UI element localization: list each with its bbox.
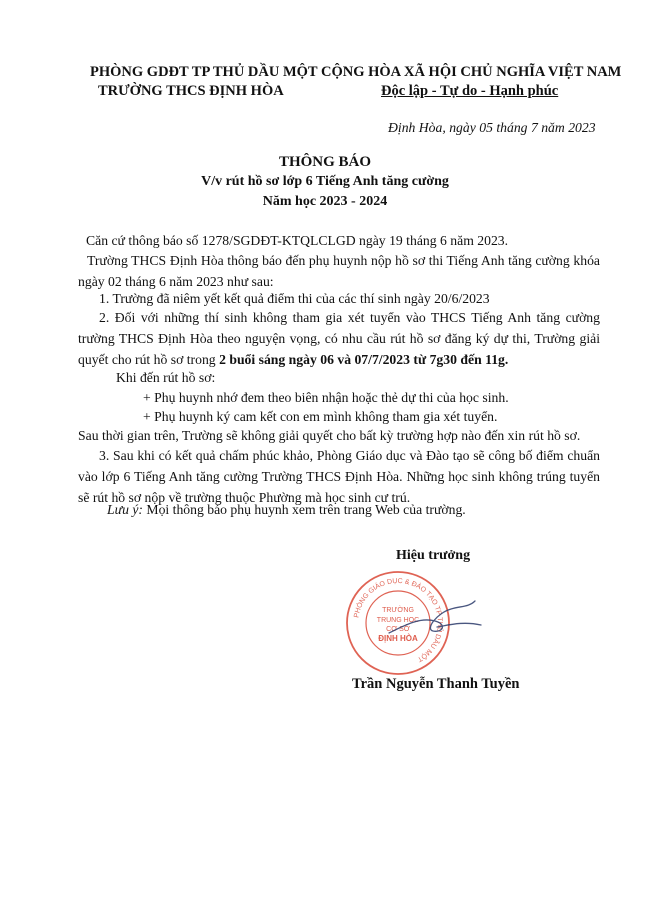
- national-title: CỘNG HÒA XÃ HỘI CHỦ NGHĨA VIỆT NAM: [321, 64, 622, 80]
- handwritten-signature: [385, 595, 485, 645]
- paragraph-reference: Căn cứ thông báo số 1278/SGDĐT-KTQLCLGD ngày 19 tháng 6 năm 2023.: [86, 233, 509, 248]
- notice-subject: V/v rút hồ sơ lớp 6 Tiếng Anh tăng cường: [201, 174, 449, 189]
- note-label: Lưu ý:: [107, 502, 143, 517]
- when-label: Khi đến rút hồ sơ:: [116, 370, 216, 385]
- notice-title: THÔNG BÁO: [278, 154, 372, 170]
- date-line: Định Hòa, ngày 05 tháng 7 năm 2023: [388, 120, 596, 135]
- stamp-line-4: ĐỊNH HÒA: [378, 634, 418, 643]
- list-item-2-deadline: 2 buổi sáng ngày 06 và 07/7/2023 từ 7g30 đến 11g.: [219, 352, 509, 367]
- bullet-2: + Phụ huynh ký cam kết con em mình không tham gia xét tuyển.: [143, 409, 498, 424]
- school-name: TRƯỜNG THCS ĐỊNH HÒA: [98, 83, 284, 99]
- note-text: Mọi thông báo phụ huynh xem trên trang Web của trường.: [142, 502, 466, 517]
- note-line: [107, 500, 466, 520]
- paragraph-intro: Trường THCS Định Hòa thông báo đến phụ huynh nộp hồ sơ thi Tiếng Anh tăng cường khóa ngày 02 tháng 6 năm 2023 như sau:: [78, 253, 600, 289]
- list-item-2: [78, 307, 600, 370]
- school-year: Năm học 2023 - 2024: [262, 194, 388, 209]
- principal-role: Hiệu trưởng: [396, 548, 471, 563]
- list-item-2-text: 2. Đối với những thí sinh không tham gia xét tuyển vào THCS Tiếng Anh tăng cường trường THCS Định Hòa theo nguyện vọng, có nhu cầu rút hồ sơ đăng ký dự thi, Trường giải quyết cho rút hồ sơ trong: [78, 310, 600, 367]
- bullet-1: + Phụ huynh nhớ đem theo biên nhận hoặc thẻ dự thi của học sinh.: [143, 390, 509, 405]
- list-item-3: 3. Sau khi có kết quả chấm phúc khảo, Phòng Giáo dục và Đào tạo sẽ công bố điểm chuẩn vào lớp 6 Tiếng Anh tăng cường Trường THCS Định Hòa. Những học sinh không trúng tuyển sẽ rút hồ sơ nộp về trường thuộc Phường mà học sinh cư trú.: [78, 448, 600, 505]
- stamp-line-3: CƠ SỞ: [386, 626, 410, 633]
- paragraph-after: Sau thời gian trên, Trường sẽ không giải quyết cho bất kỳ trường hợp nào đến xin rút hồ sơ.: [78, 428, 581, 443]
- stamp-line-2: TRUNG HỌC: [376, 617, 420, 624]
- stamp-ring-text: PHÒNG GIÁO DỤC & ĐÀO TẠO TP THỦ DẦU MỘT: [353, 577, 444, 663]
- national-motto: Độc lập - Tự do - Hạnh phúc: [381, 83, 559, 99]
- principal-name: Trần Nguyễn Thanh Tuyền: [352, 676, 520, 692]
- department-name: PHÒNG GDĐT TP THỦ DẦU MỘT: [90, 64, 318, 80]
- list-item-1: 1. Trường đã niêm yết kết quả điểm thi của các thí sinh ngày 20/6/2023: [99, 291, 490, 306]
- stamp-line-1: TRƯỜNG: [382, 607, 414, 614]
